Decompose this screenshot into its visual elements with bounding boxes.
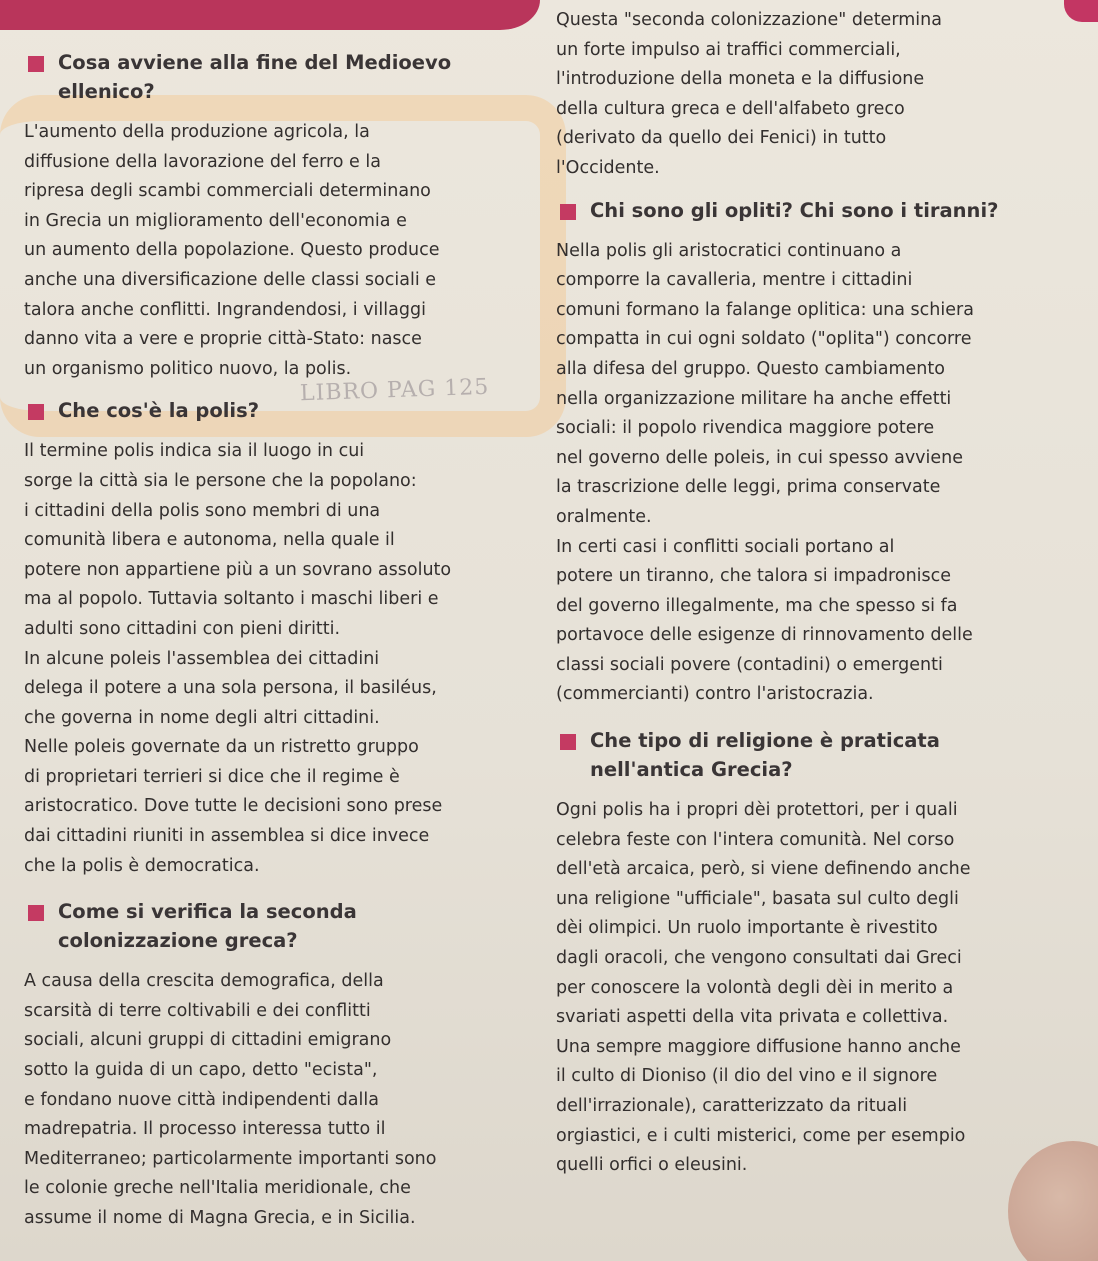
text-line: comuni formano la falange oplitica: una schiera xyxy=(556,299,974,320)
text-line: nel governo delle poleis, in cui spesso avviene xyxy=(556,447,964,468)
text-line: Questa "seconda colonizzazione" determina xyxy=(556,10,942,30)
heading-line: Che tipo di religione è praticata xyxy=(590,729,940,753)
text-line: quelli orfici o eleusini. xyxy=(556,1155,748,1176)
text-line: ripresa degli scambi commerciali determinano xyxy=(24,181,431,202)
text-line: In alcune poleis l'assemblea dei cittadini xyxy=(24,648,380,669)
text-line: A causa della crescita demografica, della xyxy=(24,971,384,992)
text-line: i cittadini della polis sono membri di una xyxy=(24,500,381,521)
text-line: alla difesa del gruppo. Questo cambiamento xyxy=(556,358,945,379)
text-line: le colonie greche nell'Italia meridionale, che xyxy=(24,1178,411,1199)
handwritten-note: LIBRO PAG 125 xyxy=(299,374,490,407)
text-line: sociali, alcuni gruppi di cittadini emigrano xyxy=(24,1030,392,1051)
text-line: un organismo politico nuovo, la polis. xyxy=(24,358,352,379)
text-line: anche una diversificazione delle classi sociali e xyxy=(24,269,437,290)
text-line: (derivato da quello dei Fenici) in tutto xyxy=(556,128,887,149)
heading-line: Chi sono gli opliti? Chi sono i tiranni? xyxy=(590,198,999,222)
heading-line: ellenico? xyxy=(58,80,155,103)
text-line: Ogni polis ha i propri dèi protettori, per i quali xyxy=(556,800,958,821)
text-line: talora anche conflitti. Ingrandendosi, i villaggi xyxy=(24,299,426,320)
text-line: adulti sono cittadini con pieni diritti. xyxy=(24,618,341,639)
text-line: dell'irrazionale), caratterizzato da rituali xyxy=(556,1096,908,1116)
text-line: In certi casi i conflitti sociali portano al xyxy=(556,536,895,557)
text-line: una religione "ufficiale", basata sul culto degli xyxy=(556,888,959,909)
text-line: dell'età arcaica, però, si viene definendo anche xyxy=(556,859,971,880)
text-line: dèi olimpici. Un ruolo importante è rivestito xyxy=(556,918,938,939)
text-line: scarsità di terre coltivabili e dei conflitti xyxy=(24,1000,371,1021)
text-line: Nella polis gli aristocratici continuano a xyxy=(556,240,902,261)
text-line: celebra feste con l'intera comunità. Nel corso xyxy=(556,829,955,850)
text-line: comporre la cavalleria, mentre i cittadini xyxy=(556,270,913,291)
heading-line: nell'antica Grecia? xyxy=(590,758,793,782)
text-line: orgiastici, e i culti misterici, come per esempio xyxy=(556,1125,966,1146)
text-line: del governo illegalmente, ma che spesso si fa xyxy=(556,595,958,616)
paragraph-colonizzazione xyxy=(24,967,536,1233)
text-line: madrepatria. Il processo interessa tutto il xyxy=(24,1119,386,1140)
heading-line: Come si verifica la seconda xyxy=(58,900,357,924)
text-line: il culto di Dioniso (il dio del vino e il signore xyxy=(556,1066,938,1087)
text-line: delega il potere a una sola persona, il basiléus, xyxy=(24,678,437,699)
text-line: aristocratico. Dove tutte le decisioni sono prese xyxy=(24,796,443,817)
paragraph-religione xyxy=(556,796,1092,1181)
heading-line: Che cos'è la polis? xyxy=(58,399,260,423)
text-line: per conoscere la volontà degli dèi in merito a xyxy=(556,977,954,998)
text-line: di proprietari terrieri si dice che il regime è xyxy=(24,766,400,787)
paragraph-polis xyxy=(24,437,536,881)
top-color-band xyxy=(0,0,540,30)
text-line: che la polis è democratica. xyxy=(24,855,260,876)
text-line: sorge la città sia le persone che la popolano: xyxy=(24,470,417,491)
text-line: nella organizzazione militare ha anche effetti xyxy=(556,388,952,409)
text-line: e fondano nuove città indipendenti dalla xyxy=(24,1089,379,1110)
right-column xyxy=(556,6,1092,1181)
section-heading-opliti xyxy=(556,196,1092,225)
text-line: classi sociali povere (contadini) o emergenti xyxy=(556,654,943,675)
text-line: dai cittadini riuniti in assemblea si dice invece xyxy=(24,826,430,847)
text-line: Il termine polis indica sia il luogo in cui xyxy=(24,441,365,462)
section-heading-religione xyxy=(556,726,1092,784)
text-line: assume il nome di Magna Grecia, e in Sicilia. xyxy=(24,1208,416,1228)
text-line: dagli oracoli, che vengono consultati dai Greci xyxy=(556,948,962,969)
text-line: potere un tiranno, che talora si impadronisce xyxy=(556,566,952,587)
paragraph-intro xyxy=(556,6,1092,184)
text-line: che governa in nome degli altri cittadini. xyxy=(24,707,380,728)
paragraph-medioevo xyxy=(24,118,536,384)
text-line: svariati aspetti della vita privata e collettiva. xyxy=(556,1007,949,1028)
text-line: (commercianti) contro l'aristocrazia. xyxy=(556,684,874,705)
section-heading-colonizzazione xyxy=(24,897,536,955)
text-line: Nelle poleis governate da un ristretto gruppo xyxy=(24,737,419,758)
heading-line: colonizzazione greca? xyxy=(58,929,298,953)
text-line: L'aumento della produzione agricola, la xyxy=(24,122,370,142)
text-line: la trascrizione delle leggi, prima conservate xyxy=(556,477,941,498)
text-line: sotto la guida di un capo, detto "ecista", xyxy=(24,1060,378,1081)
text-line: potere non appartiene più a un sovrano assoluto xyxy=(24,559,452,580)
section-heading-medioevo xyxy=(24,48,536,106)
text-line: un aumento della popolazione. Questo produce xyxy=(24,240,440,261)
text-line: portavoce delle esigenze di rinnovamento delle xyxy=(556,625,973,646)
text-line: compatta in cui ogni soldato ("oplita") concorre xyxy=(556,329,972,350)
left-column xyxy=(24,48,536,1234)
heading-line: Cosa avviene alla fine del Medioevo xyxy=(58,51,452,74)
text-line: Mediterraneo; particolarmente importanti sono xyxy=(24,1148,437,1169)
text-line: della cultura greca e dell'alfabeto greco xyxy=(556,98,905,119)
text-line: Una sempre maggiore diffusione hanno anche xyxy=(556,1036,961,1057)
text-line: diffusione della lavorazione del ferro e la xyxy=(24,151,381,172)
text-line: comunità libera e autonoma, nella quale il xyxy=(24,530,395,551)
text-line: sociali: il popolo rivendica maggiore potere xyxy=(556,418,935,439)
text-line: l'Occidente. xyxy=(556,157,660,178)
text-line: oralmente. xyxy=(556,506,652,527)
paragraph-opliti xyxy=(556,237,1092,711)
text-line: un forte impulso ai traffici commerciali, xyxy=(556,39,901,60)
text-line: l'introduzione della moneta e la diffusione xyxy=(556,69,925,90)
text-line: in Grecia un miglioramento dell'economia e xyxy=(24,210,407,231)
text-line: danno vita a vere e proprie città-Stato: nasce xyxy=(24,329,422,350)
text-line: ma al popolo. Tuttavia soltanto i maschi liberi e xyxy=(24,589,439,610)
